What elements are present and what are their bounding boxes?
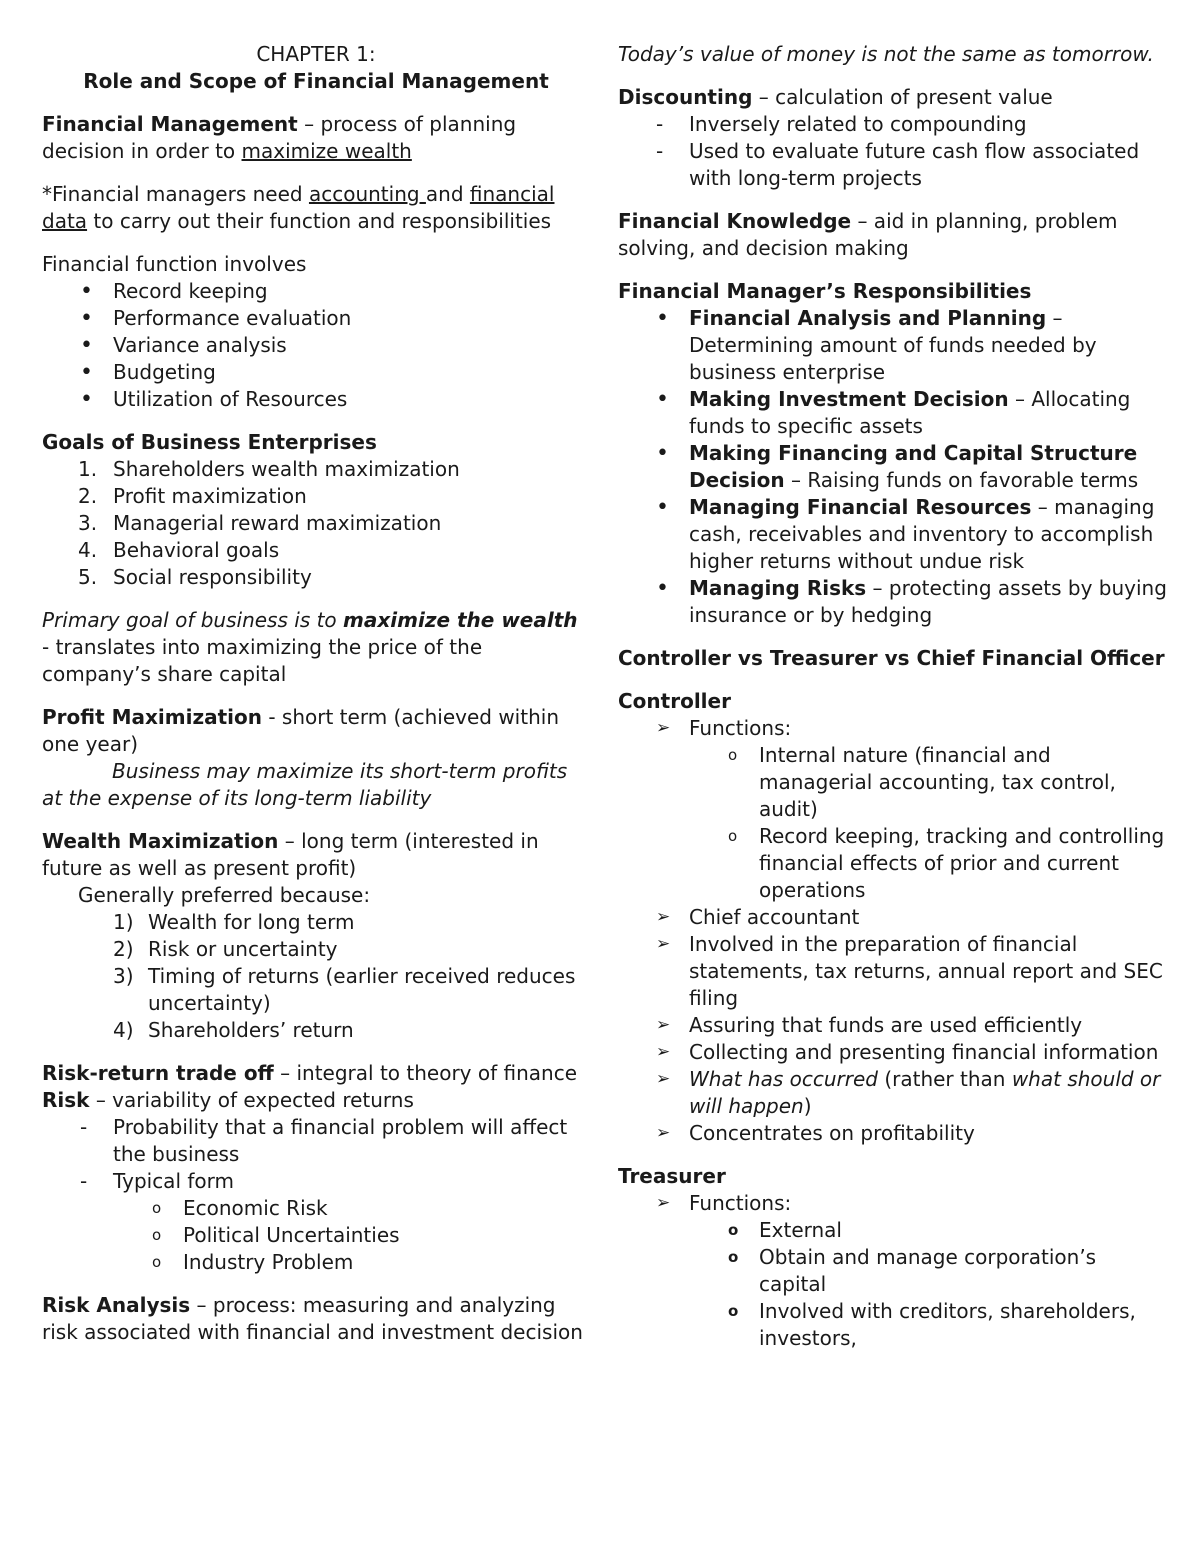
list-item: o Political Uncertainties <box>152 1223 400 1247</box>
list-item: • Managing Financial Resources – managing cash, receivables and inventory to accomplish higher returns without undue risk <box>656 495 1155 573</box>
list-item: • Performance evaluation <box>80 306 352 331</box>
financial-managers-note: *Financial managers need accounting and financial data to carry out their function and responsibilities <box>42 182 555 233</box>
chapter-title: Role and Scope of Financial Management <box>83 69 549 93</box>
risk-definition: Risk – variability of expected returns <box>42 1088 414 1112</box>
list-item: o Internal nature (financial and managerial accounting, tax control, audit) <box>728 743 1116 821</box>
list-item: 1. Shareholders wealth maximization <box>78 457 460 481</box>
chapter-number: CHAPTER 1: <box>256 42 376 66</box>
primary-goal: Primary goal of business is to maximize the wealth <box>42 608 578 632</box>
risk-analysis: Risk Analysis – process: measuring and analyzing risk associated with financial and investment decision <box>42 1293 583 1344</box>
wealth-maximization: Wealth Maximization – long term (interested in future as well as present profit) <box>42 829 539 880</box>
list-item: • Utilization of Resources <box>80 387 348 412</box>
goals-heading: Goals of Business Enterprises <box>42 430 377 454</box>
discounting: Discounting – calculation of present value <box>618 85 1053 109</box>
list-item: 5. Social responsibility <box>78 565 312 589</box>
list-item: ➢ Chief accountant <box>656 905 860 929</box>
list-item: • Financial Analysis and Planning – Determining amount of funds needed by business enterprise <box>656 306 1097 384</box>
list-item: - Probability that a financial problem will affect the business <box>80 1115 568 1166</box>
list-item: ➢ Functions: <box>656 1191 792 1215</box>
list-item: 3. Managerial reward maximization <box>78 511 442 535</box>
list-item: o Industry Problem <box>152 1250 354 1274</box>
list-item: o Record keeping, tracking and controlling financial effects of prior and current operations <box>728 824 1165 902</box>
list-item: o External <box>728 1218 842 1242</box>
list-item: • Budgeting <box>80 360 216 385</box>
function-intro: Financial function involves <box>42 252 307 276</box>
list-item: - Used to evaluate future cash flow associated with long-term projects <box>656 139 1140 190</box>
list-item: 2. Profit maximization <box>78 484 307 508</box>
list-item: ➢ Functions: <box>656 716 792 740</box>
list-item: - Inversely related to compounding <box>656 112 1027 136</box>
list-item: 2) Risk or uncertainty <box>113 937 338 961</box>
treasurer-heading: Treasurer <box>618 1164 726 1188</box>
left-column <box>42 41 590 1346</box>
list-item: o Involved with creditors, shareholders, investors, <box>728 1299 1136 1350</box>
right-column <box>618 41 1168 1352</box>
cvt-heading: Controller vs Treasurer vs Chief Financial Officer <box>618 646 1165 670</box>
list-item: 1) Wealth for long term <box>113 910 355 934</box>
list-item: • Variance analysis <box>80 333 287 358</box>
list-item: • Record keeping <box>80 279 268 304</box>
risk-return-tradeoff: Risk-return trade off – integral to theory of finance <box>42 1061 577 1085</box>
today-value-note: Today’s value of money is not the same as tomorrow. <box>618 42 1154 66</box>
list-item: ➢ Concentrates on profitability <box>656 1121 975 1145</box>
list-item: ➢ Assuring that funds are used efficiently <box>656 1013 1083 1037</box>
list-item: o Obtain and manage corporation’s capital <box>728 1245 1097 1296</box>
wealth-preferred: Generally preferred because: <box>78 883 371 907</box>
list-item: 4. Behavioral goals <box>78 538 280 562</box>
controller-heading: Controller <box>618 689 731 713</box>
list-item: ➢ Involved in the preparation of financial statements, tax returns, annual report and SEC filing <box>656 932 1163 1010</box>
list-item: • Managing Risks – protecting assets by buying insurance or by hedging <box>656 576 1167 627</box>
financial-knowledge: Financial Knowledge – aid in planning, problem solving, and decision making <box>618 209 1118 260</box>
list-item: ➢ Collecting and presenting financial information <box>656 1040 1159 1064</box>
list-item: • Making Financing and Capital Structure Decision – Raising funds on favorable terms <box>656 441 1139 492</box>
responsibilities-heading: Financial Manager’s Responsibilities <box>618 279 1032 303</box>
list-item: • Making Investment Decision – Allocating funds to specific assets <box>656 387 1131 438</box>
list-item: o Economic Risk <box>152 1196 328 1220</box>
list-item: 3) Timing of returns (earlier received reduces uncertainty) <box>113 964 576 1015</box>
list-item: ➢ What has occurred (rather than what should or will happen) <box>656 1067 1161 1118</box>
list-item: - Typical form <box>80 1169 234 1193</box>
primary-goal-note: - translates into maximizing the price of the company’s share capital <box>42 635 483 686</box>
list-item: 4) Shareholders’ return <box>113 1018 354 1042</box>
profit-maximization-note: Business may maximize its short-term profits at the expense of its long-term liability <box>42 759 568 810</box>
profit-maximization: Profit Maximization - short term (achieved within one year) <box>42 705 559 756</box>
financial-management-definition: Financial Management – process of planning decision in order to maximize wealth <box>42 112 517 163</box>
